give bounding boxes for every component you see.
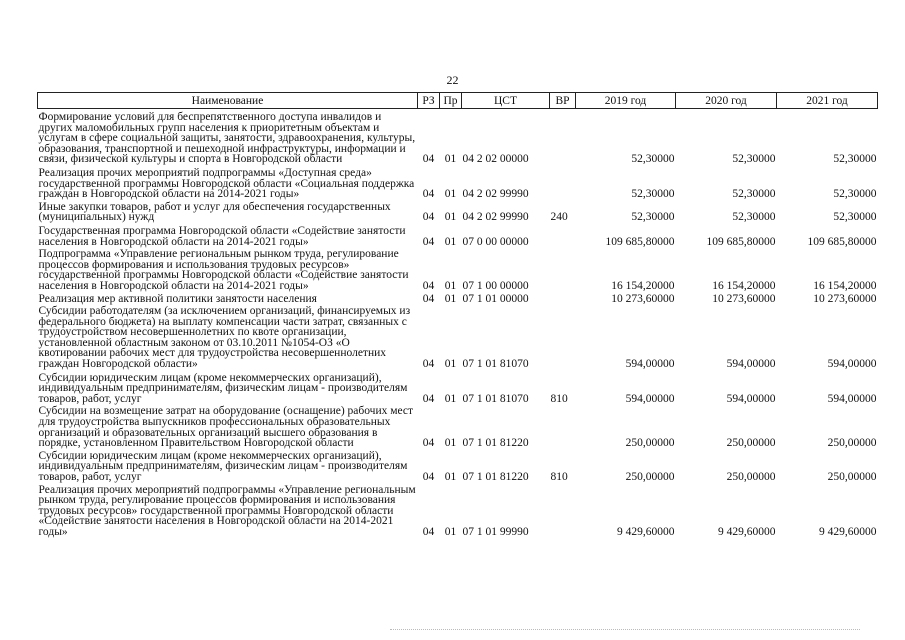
- cell-rz: 04: [422, 211, 435, 224]
- cell-y2021: 594,00000: [827, 358, 877, 371]
- cell-y2019: 52,30000: [631, 153, 675, 166]
- cell-name: Государственная программа Новгородской области «Содействие занятости населения в Новгородской области на 2014-2021 годы»: [38, 224, 406, 248]
- cell-y2019: 594,00000: [625, 358, 675, 371]
- table-row: [38, 483, 878, 538]
- cell-cst: 07 1 01 81220: [462, 437, 529, 450]
- table-row: [38, 247, 878, 291]
- cell-y2019: 594,00000: [625, 392, 675, 405]
- cell-y2021: 52,30000: [833, 153, 877, 166]
- header-row: [38, 93, 878, 109]
- cell-name: Подпрограмма «Управление региональным рынком труда, регулирование процессов формирования и использования трудовых ресурсов» государственной программы Новгородской области «Содействие занятости населения в Новгородской области на 2014-2021 годы»: [38, 248, 409, 292]
- cell-y2021: 250,00000: [827, 471, 877, 483]
- cell-y2021: 10 273,60000: [813, 292, 877, 305]
- cell-y2021: 109 685,80000: [807, 235, 877, 248]
- cell-cst: 07 0 00 00000: [462, 235, 529, 248]
- cell-vr: [550, 292, 576, 305]
- table-row: [38, 223, 878, 247]
- cell-name: Субсидии работодателям (за исключением организаций, финансируемых из федерального бюджета) на выплату компенсации части затрат, связанных с трудоустройством несовершеннолетних по квоте организации, установленной областным законом от 03.10.2011 №1054-ОЗ «О квотировании рабочих мест для трудоустройства несовершеннолетних граждан Новгородской области»: [38, 305, 411, 371]
- cell-y2021: 52,30000: [833, 211, 877, 224]
- cell-y2019: 52,30000: [631, 211, 675, 224]
- cell-name: Реализация прочих мероприятий подпрограммы «Управление региональным рынком труда, регулирование процессов формирования и использования трудовых ресурсов» государственной программы Новгородской области «Содействие занятости населения в Новгородской области на 2014-2021 годы»: [38, 483, 416, 538]
- cell-vr: [550, 109, 576, 165]
- cell-rz: 04: [422, 153, 435, 166]
- cell-y2020: 9 429,60000: [718, 525, 776, 538]
- cell-pr: 01: [444, 292, 457, 305]
- table-row: [38, 200, 878, 223]
- cell-name: Реализация мер активной политики занятости населения: [38, 292, 317, 305]
- cell-y2020: 594,00000: [726, 358, 776, 371]
- cell-rz: 04: [422, 279, 435, 292]
- table-row: [38, 165, 878, 200]
- cell-y2020: 10 273,60000: [712, 292, 776, 305]
- header-vr: ВР: [550, 93, 576, 109]
- table-row: [38, 109, 878, 165]
- cell-cst: 07 1 00 00000: [462, 279, 529, 292]
- header-pr: Пр: [440, 93, 462, 109]
- cell-pr: 01: [444, 437, 457, 450]
- cell-y2019: 250,00000: [625, 437, 675, 450]
- cell-y2019: 16 154,20000: [611, 279, 675, 292]
- cell-y2021: 9 429,60000: [819, 525, 877, 538]
- cell-name: Иные закупки товаров, работ и услуг для обеспечения государственных (муниципальных) нужд: [38, 200, 391, 224]
- cell-pr: 01: [444, 235, 457, 248]
- cell-name: Реализация прочих мероприятий подпрограммы «Доступная среда» государственной программы Новгородской области «Социальная поддержка граждан в Новгородской области на 2014-2021 годы»: [38, 166, 415, 201]
- header-rz: РЗ: [418, 93, 440, 109]
- cell-y2019: 250,00000: [625, 471, 675, 483]
- scan-artifact: [390, 629, 860, 633]
- cell-vr: 240: [550, 211, 568, 224]
- cell-vr: [550, 165, 576, 200]
- table-body: [38, 109, 878, 538]
- cell-vr: [550, 483, 576, 538]
- cell-y2020: 52,30000: [732, 153, 776, 166]
- header-2019: 2019 год: [576, 93, 676, 109]
- header-2021: 2021 год: [777, 93, 878, 109]
- cell-name: Субсидии на возмещение затрат на оборудование (оснащение) рабочих мест для трудоустройства выпускников профессиональных образовательных организаций и образовательных организаций высшего образования в порядке, установленном Правительством Новгородской области: [38, 405, 414, 450]
- cell-cst: 07 1 01 00000: [462, 292, 529, 305]
- cell-pr: 01: [444, 471, 457, 483]
- table-row: [38, 404, 878, 448]
- cell-vr: 810: [550, 471, 568, 483]
- cell-vr: 810: [550, 392, 568, 405]
- cell-vr: [550, 223, 576, 247]
- cell-y2020: 16 154,20000: [712, 279, 776, 292]
- cell-cst: 04 2 02 99990: [462, 188, 529, 201]
- cell-y2019: 10 273,60000: [611, 292, 675, 305]
- table-row: [38, 370, 878, 405]
- header-cst: ЦСТ: [462, 93, 550, 109]
- header-2020: 2020 год: [676, 93, 777, 109]
- cell-pr: 01: [444, 153, 457, 166]
- cell-pr: 01: [444, 279, 457, 292]
- table-row: [38, 304, 878, 370]
- cell-name: Формирование условий для беспрепятственного доступа инвалидов и других маломобильных групп населения к приоритетным объектам и услугам в сфере социальной защиты, занятости, здравоохранения, культуры, образования, транспортной и пешеходной инфраструктуры, информации и связи, физической культуры и спорта в Новгородской области: [38, 111, 416, 166]
- cell-pr: 01: [444, 525, 457, 538]
- table-row: [38, 449, 878, 483]
- cell-y2020: 52,30000: [732, 211, 776, 224]
- cell-rz: 04: [422, 292, 435, 305]
- cell-cst: 04 2 02 99990: [462, 211, 529, 224]
- cell-name: Субсидии юридическим лицам (кроме некоммерческих организаций), индивидуальным предпринимателям, физическим лицам - производителям товаров, работ, услуг: [38, 449, 408, 483]
- page-number: 22: [446, 73, 459, 87]
- cell-y2019: 52,30000: [631, 188, 675, 201]
- cell-cst: 07 1 01 81070: [462, 358, 529, 371]
- cell-y2021: 16 154,20000: [813, 279, 877, 292]
- cell-rz: 04: [422, 235, 435, 248]
- cell-rz: 04: [422, 392, 435, 405]
- cell-pr: 01: [444, 358, 457, 371]
- cell-y2019: 9 429,60000: [617, 525, 675, 538]
- cell-y2020: 52,30000: [732, 188, 776, 201]
- cell-cst: 07 1 01 81220: [462, 471, 529, 483]
- cell-pr: 01: [444, 392, 457, 405]
- cell-y2020: 109 685,80000: [706, 235, 776, 248]
- cell-cst: 07 1 01 99990: [462, 525, 529, 538]
- cell-y2021: 594,00000: [827, 392, 877, 405]
- cell-vr: [550, 304, 576, 370]
- cell-cst: 07 1 01 81070: [462, 392, 529, 405]
- cell-rz: 04: [422, 188, 435, 201]
- header-name: Наименование: [38, 93, 418, 109]
- cell-vr: [550, 247, 576, 291]
- cell-pr: 01: [444, 211, 457, 224]
- cell-y2020: 250,00000: [726, 471, 776, 483]
- cell-y2021: 52,30000: [833, 188, 877, 201]
- cell-rz: 04: [422, 471, 435, 483]
- table-row: [38, 292, 878, 305]
- cell-y2021: 250,00000: [827, 437, 877, 450]
- cell-pr: 01: [444, 188, 457, 201]
- cell-y2020: 250,00000: [726, 437, 776, 450]
- cell-rz: 04: [422, 525, 435, 538]
- cell-rz: 04: [422, 437, 435, 450]
- cell-name: Субсидии юридическим лицам (кроме некоммерческих организаций), индивидуальным предпринимателям, физическим лицам - производителям товаров, работ, услуг: [38, 371, 408, 405]
- cell-cst: 04 2 02 00000: [462, 153, 529, 166]
- cell-vr: [550, 404, 576, 448]
- cell-rz: 04: [422, 358, 435, 371]
- cell-y2019: 109 685,80000: [605, 235, 675, 248]
- cell-y2020: 594,00000: [726, 392, 776, 405]
- budget-table: [37, 92, 878, 538]
